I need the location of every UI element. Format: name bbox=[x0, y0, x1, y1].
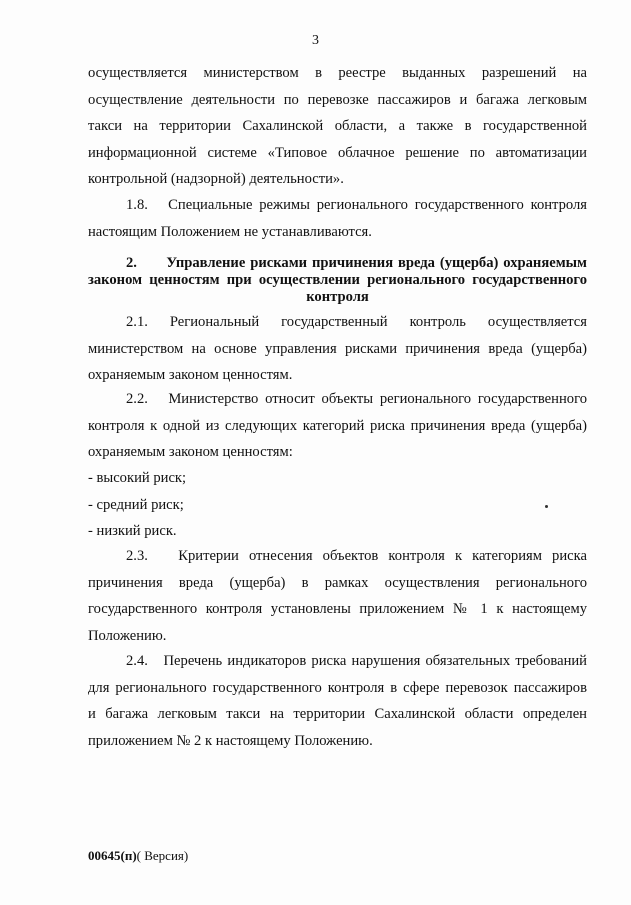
text-line: контроля к одной из следующих категорий риска причинения вреда (ущерба) bbox=[88, 417, 587, 434]
text-line: осуществление деятельности по перевозке пассажиров и багажа легковым bbox=[88, 91, 587, 108]
text-line: настоящим Положением не устанавливаются. bbox=[88, 223, 372, 240]
heading-line: законом ценностям при осуществлении регионального государственного bbox=[88, 272, 587, 288]
footer-document-code bbox=[88, 848, 188, 864]
text-line: Положению. bbox=[88, 627, 167, 644]
paragraph-2-2 bbox=[88, 386, 587, 466]
paragraph-1-8 bbox=[88, 192, 587, 245]
paragraph-2-1 bbox=[88, 309, 587, 389]
heading-line: контроля bbox=[306, 289, 369, 305]
paragraph-intro bbox=[88, 60, 587, 193]
text-line: причинения вреда (ущерба) в рамках осуществления регионального bbox=[88, 574, 587, 591]
text-line: контрольной (надзорной) деятельности». bbox=[88, 171, 344, 187]
text-line: государственного контроля установлены приложением № 1 к настоящему bbox=[88, 601, 587, 617]
text-line: 2.2. Министерство относит объекты регионального государственного bbox=[126, 391, 587, 407]
text-line: информационной системе «Типовое облачное решение по автоматизации bbox=[88, 144, 587, 161]
text-line: 1.8. Специальные режимы регионального государственного контроля bbox=[126, 197, 587, 213]
text-line: охраняемым законом ценностям. bbox=[88, 367, 293, 383]
text-line: 2.1. Региональный государственный контроль осуществляется bbox=[126, 314, 587, 330]
paragraph-2-4 bbox=[88, 648, 587, 754]
text-line: министерством на основе управления рисками причинения вреда (ущерба) bbox=[88, 340, 587, 357]
text-line: приложением № 2 к настоящему Положению. bbox=[88, 732, 373, 749]
section-heading bbox=[88, 255, 587, 306]
text-line: 2.4. Перечень индикаторов риска нарушения обязательных требований bbox=[126, 653, 587, 669]
page-number: 3 bbox=[312, 33, 319, 48]
paragraph-2-3 bbox=[88, 543, 587, 649]
text-line: и багажа легковым такси на территории Сахалинской области определен bbox=[88, 706, 587, 722]
text-line: для регионального государственного контроля в сфере перевозок пассажиров bbox=[88, 679, 587, 696]
footer-version: ( Версия) bbox=[136, 848, 189, 863]
risk-list bbox=[88, 465, 587, 545]
list-item: - высокий риск; bbox=[88, 470, 187, 486]
text-line: охраняемым законом ценностям: bbox=[88, 444, 293, 460]
text-line: осуществляется министерством в реестре выданных разрешений на bbox=[88, 65, 587, 81]
scan-speck bbox=[545, 505, 548, 508]
text-line: 2.3. Критерии отнесения объектов контроля к категориям риска bbox=[126, 548, 587, 564]
list-item: - низкий риск. bbox=[88, 523, 177, 539]
footer-code: 00645(п) bbox=[88, 848, 137, 863]
heading-line: 2. Управление рисками причинения вреда (ущерба) охраняемым bbox=[126, 255, 587, 271]
list-item: - средний риск; bbox=[88, 496, 184, 513]
text-line: такси на территории Сахалинской области, а также в государственной bbox=[88, 118, 587, 134]
